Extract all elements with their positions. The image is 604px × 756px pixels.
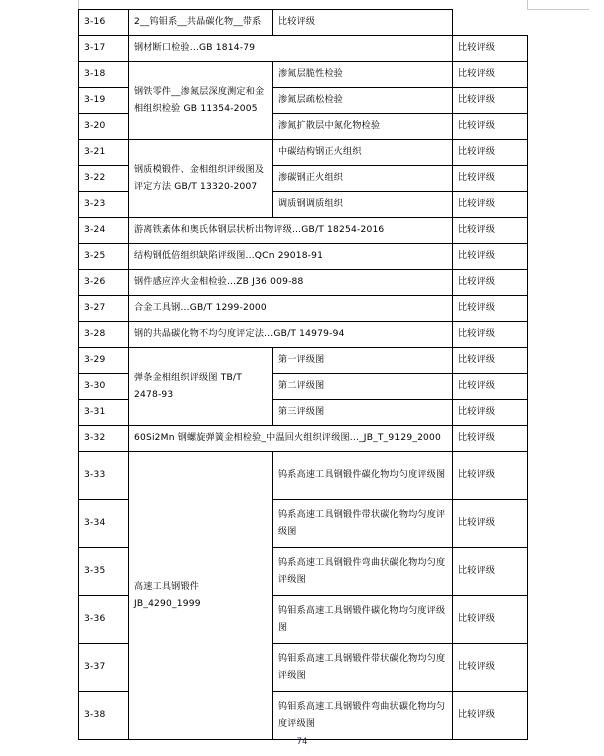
row-item-cell: 第二评级图 xyxy=(273,374,453,400)
row-item-cell: 渗氮扩散层中氮化物检验 xyxy=(273,114,453,140)
row-code-cell: 3-35 xyxy=(79,548,129,596)
row-code-cell: 3-17 xyxy=(79,36,129,62)
standards-table xyxy=(78,9,528,740)
table-row xyxy=(79,10,528,36)
row-code-cell: 3-20 xyxy=(79,114,129,140)
table-row xyxy=(79,426,528,452)
row-code-cell: 3-24 xyxy=(79,218,129,244)
row-item-cell: 渗氮层脆性检验 xyxy=(273,62,453,88)
row-method-cell: 比较评级 xyxy=(453,36,528,62)
row-method-cell: 比较评级 xyxy=(453,452,528,500)
row-code-cell: 3-34 xyxy=(79,500,129,548)
row-code-cell: 3-29 xyxy=(79,348,129,374)
row-code-cell: 3-37 xyxy=(79,644,129,692)
row-standard-cell: 结构钢低倍组织缺陷评级图...QCn 29018-91 xyxy=(129,244,453,270)
row-method-cell: 比较评级 xyxy=(453,218,528,244)
row-code-cell: 3-32 xyxy=(79,426,129,452)
row-standard-cell: 高速工具钢锻件 JB_4290_1999 xyxy=(129,452,273,740)
row-method-cell: 比较评级 xyxy=(453,114,528,140)
table-row xyxy=(79,140,528,166)
table-row xyxy=(79,270,528,296)
row-standard-cell: 钢件感应淬火金相检验...ZB J36 009-88 xyxy=(129,270,453,296)
row-item-cell: 钨系高速工具钢锻件碳化物均匀度评级图 xyxy=(273,452,453,500)
row-code-cell: 3-18 xyxy=(79,62,129,88)
row-method-cell: 比较评级 xyxy=(453,400,528,426)
row-code-cell: 3-16 xyxy=(79,10,129,36)
table-row xyxy=(79,452,528,500)
row-standard-cell: 钢的共晶碳化物不均匀度评定法...GB/T 14979-94 xyxy=(129,322,453,348)
row-item-cell: 第一评级图 xyxy=(273,348,453,374)
row-code-cell: 3-22 xyxy=(79,166,129,192)
row-standard-cell: 弹条金相组织评级图 TB/T 2478-93 xyxy=(129,348,273,426)
row-method-cell: 比较评级 xyxy=(453,270,528,296)
row-method-cell: 比较评级 xyxy=(453,62,528,88)
row-standard-cell: 钢材断口检验...GB 1814-79 xyxy=(129,36,453,62)
table-row xyxy=(79,322,528,348)
table-row xyxy=(79,348,528,374)
table-row xyxy=(79,296,528,322)
row-method-cell: 比较评级 xyxy=(453,500,528,548)
row-method-cell: 比较评级 xyxy=(453,374,528,400)
row-code-cell: 3-25 xyxy=(79,244,129,270)
table-row xyxy=(79,62,528,88)
row-item-cell: 钨钼系高速工具钢锻件碳化物均匀度评级图 xyxy=(273,596,453,644)
row-code-cell: 3-30 xyxy=(79,374,129,400)
table-row xyxy=(79,244,528,270)
row-method-cell: 比较评级 xyxy=(453,348,528,374)
page-number: 74 xyxy=(296,737,308,747)
row-item-cell: 钨系高速工具钢锻件带状碳化物均匀度评级图 xyxy=(273,500,453,548)
row-code-cell: 3-27 xyxy=(79,296,129,322)
standards-table-body xyxy=(79,10,528,740)
row-item-cell: 渗碳钢正火组织 xyxy=(273,166,453,192)
row-item-cell: 钨钼系高速工具钢锻件弯曲状碳化物均匀度评级图 xyxy=(273,692,453,740)
page-guide-mark-right xyxy=(527,0,528,9)
row-item-cell: 调质钢调质组织 xyxy=(273,192,453,218)
row-standard-cell: 钢质模锻件、金相组织评级图及评定方法 GB/T 13320-2007 xyxy=(129,140,273,218)
row-method-cell: 比较评级 xyxy=(453,692,528,740)
row-code-cell: 3-38 xyxy=(79,692,129,740)
row-method-cell: 比较评级 xyxy=(453,426,528,452)
row-code-cell: 3-21 xyxy=(79,140,129,166)
row-standard-cell: 合金工具钢...GB/T 1299-2000 xyxy=(129,296,453,322)
row-code-cell: 3-33 xyxy=(79,452,129,500)
row-item-cell: 中碳结构钢正火组织 xyxy=(273,140,453,166)
page-guide-mark-left xyxy=(78,0,79,9)
row-standard-cell: 游离铁紊体和奥氏体钢层状析出物评级...GB/T 18254-2016 xyxy=(129,218,453,244)
row-code-cell: 3-36 xyxy=(79,596,129,644)
row-method-cell: 比较评级 xyxy=(453,596,528,644)
row-method-cell: 比较评级 xyxy=(453,140,528,166)
row-item-cell: 钨钼系高速工具钢锻件带状碳化物均匀度评级图 xyxy=(273,644,453,692)
row-code-cell: 3-19 xyxy=(79,88,129,114)
row-method-cell: 比较评级 xyxy=(453,548,528,596)
row-method-cell: 比较评级 xyxy=(453,166,528,192)
row-method-cell: 比较评级 xyxy=(453,644,528,692)
row-standard-cell: 钢铁零件__渗氮层深度测定和金相组织检验 GB 11354-2005 xyxy=(129,62,273,140)
row-method-cell: 比较评级 xyxy=(453,296,528,322)
row-item-cell: 钨系高速工具钢锻件弯曲状碳化物均匀度评级图 xyxy=(273,548,453,596)
row-method-cell: 比较评级 xyxy=(453,88,528,114)
row-code-cell: 3-26 xyxy=(79,270,129,296)
row-item-cell: 2__钨钼系__共晶碳化物__带系 xyxy=(129,10,273,36)
table-row xyxy=(79,36,528,62)
row-item-cell: 渗氮层疏松检验 xyxy=(273,88,453,114)
table-row xyxy=(79,218,528,244)
page-guide-rule-right xyxy=(527,9,589,10)
row-item-cell: 第三评级图 xyxy=(273,400,453,426)
row-method-cell: 比较评级 xyxy=(453,322,528,348)
row-standard-cell: 60Si2Mn 钢螺旋弹簧金相检验_中温回火组织评级图..._JB_T_9129_2000 xyxy=(129,426,453,452)
row-method-cell: 比较评级 xyxy=(453,244,528,270)
row-code-cell: 3-31 xyxy=(79,400,129,426)
row-method-cell: 比较评级 xyxy=(453,192,528,218)
row-code-cell: 3-28 xyxy=(79,322,129,348)
row-code-cell: 3-23 xyxy=(79,192,129,218)
row-method-cell: 比较评级 xyxy=(273,10,453,36)
